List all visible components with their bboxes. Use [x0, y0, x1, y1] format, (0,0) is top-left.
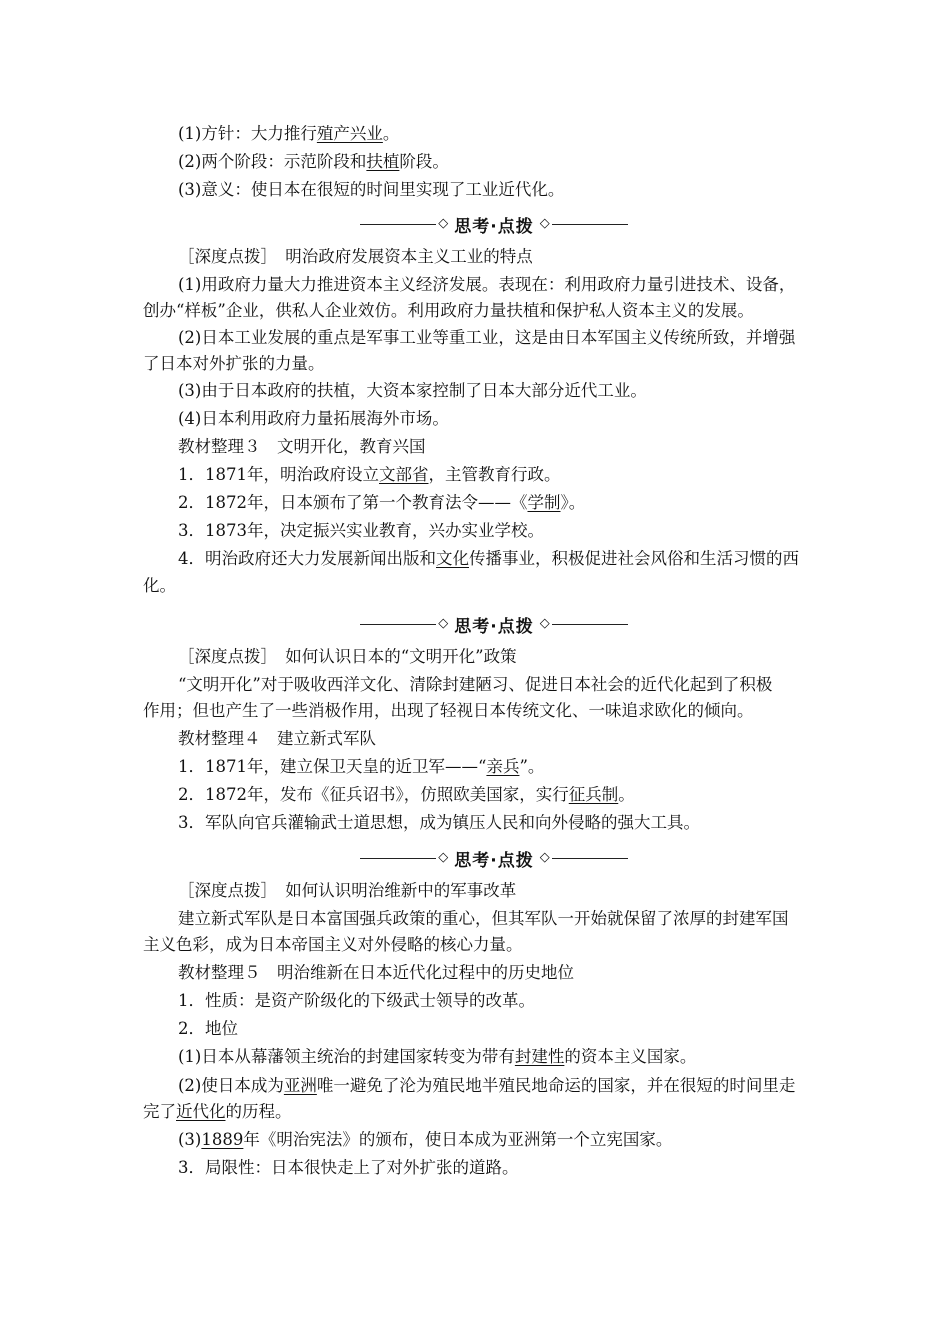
diamond-icon: ◇ — [438, 850, 449, 865]
divider-title: 思考·点拨 — [454, 850, 534, 871]
list-item: 1．1871年，建立保卫天皇的近卫军——“亲兵”。 — [178, 757, 545, 776]
list-item: (3)1889年《明治宪法》的颁布，使日本成为亚洲第一个立宪国家。 — [178, 1130, 673, 1149]
paragraph-line: (3)由于日本政府的扶植，大资本家控制了日本大部分近代工业。 — [178, 381, 647, 400]
divider-rule — [552, 858, 628, 859]
list-item: 2．1872年，日本颁布了第一个教育法令——《学制》。 — [178, 493, 586, 512]
paragraph-line: 了日本对外扩张的力量。 — [143, 354, 325, 373]
section-divider — [360, 612, 628, 636]
answer-underline: 文化 — [436, 549, 469, 568]
answer-underline: 学制 — [527, 493, 561, 512]
answer-underline: 封建性 — [514, 1047, 565, 1066]
diamond-icon: ◇ — [438, 616, 449, 631]
section-heading: 教材整理５ 明治维新在日本近代化过程中的历史地位 — [178, 963, 574, 982]
list-item: 1．1871年，明治政府设立文部省，主管教育行政。 — [178, 465, 561, 484]
paragraph-line: (4)日本利用政府力量拓展海外市场。 — [178, 409, 449, 428]
answer-underline: 文部省 — [379, 465, 429, 484]
answer-underline: 扶植 — [366, 152, 400, 171]
paragraph-line: 创办“样板”企业，供私人企业效仿。利用政府力量扶植和保护私人资本主义的发展。 — [143, 301, 754, 320]
answer-underline: 1889 — [201, 1130, 244, 1149]
list-item: 3．局限性：日本很快走上了对外扩张的道路。 — [178, 1158, 519, 1177]
paragraph-line: 完了近代化的历程。 — [143, 1102, 292, 1121]
section-heading: 教材整理３ 文明开化，教育兴国 — [178, 437, 426, 456]
answer-underline: 征兵制 — [568, 785, 619, 804]
deep-insight-heading: ［深度点拨］ 如何认识明治维新中的军事改革 — [178, 881, 517, 900]
diamond-icon: ◇ — [438, 216, 449, 231]
deep-insight-heading: ［深度点拨］ 明治政府发展资本主义工业的特点 — [178, 247, 533, 266]
list-item: 3．1873年，决定振兴实业教育，兴办实业学校。 — [178, 521, 544, 540]
answer-underline: 亚洲 — [283, 1076, 317, 1095]
paragraph-line: 建立新式军队是日本富国强兵政策的重心，但其军队一开始就保留了浓厚的封建军国 — [178, 909, 789, 928]
paragraph-line: (1)用政府力量大力推进资本主义经济发展。表现在：利用政府力量引进技术、设备， — [178, 275, 796, 294]
stages-line: (2)两个阶段：示范阶段和扶植阶段。 — [178, 152, 449, 171]
paragraph-line: 化。 — [143, 576, 176, 595]
list-item: (1)日本从幕藩领主统治的封建国家转变为带有封建性的资本主义国家。 — [178, 1047, 697, 1066]
section-divider — [360, 846, 628, 870]
diamond-icon: ◇ — [539, 616, 550, 631]
list-item: 4．明治政府还大力发展新闻出版和文化传播事业，积极促进社会风俗和生活习惯的西 — [178, 549, 799, 568]
list-item: 2．1872年，发布《征兵诏书》，仿照欧美国家，实行征兵制。 — [178, 785, 635, 804]
section-heading: 教材整理４ 建立新式军队 — [178, 729, 376, 748]
divider-rule — [360, 624, 436, 625]
divider-rule — [552, 624, 628, 625]
answer-underline: 近代化 — [176, 1102, 226, 1121]
paragraph-line: 主义色彩，成为日本帝国主义对外侵略的核心力量。 — [143, 935, 523, 954]
divider-title: 思考·点拨 — [454, 616, 534, 637]
answer-underline: 亲兵 — [486, 757, 520, 776]
divider-rule — [552, 224, 628, 225]
policy-line: (1)方针：大力推行殖产兴业。 — [178, 124, 400, 143]
divider-rule — [360, 224, 436, 225]
list-item: (2)使日本成为亚洲唯一避免了沦为殖民地半殖民地命运的国家，并在很短的时间里走 — [178, 1076, 796, 1095]
list-item: 1．性质：是资产阶级化的下级武士领导的改革。 — [178, 991, 535, 1010]
diamond-icon: ◇ — [539, 850, 550, 865]
list-item: 2．地位 — [178, 1019, 238, 1038]
deep-insight-heading: ［深度点拨］ 如何认识日本的“文明开化”政策 — [178, 647, 517, 666]
significance-line: (3)意义：使日本在很短的时间里实现了工业近代化。 — [178, 180, 565, 199]
list-item: 3．军队向官兵灌输武士道思想，成为镇压人民和向外侵略的强大工具。 — [178, 813, 700, 832]
section-divider — [360, 212, 628, 236]
divider-title: 思考·点拨 — [454, 216, 534, 237]
paragraph-line: “文明开化”对于吸收西洋文化、清除封建陋习、促进日本社会的近代化起到了积极 — [178, 675, 773, 694]
divider-rule — [360, 858, 436, 859]
diamond-icon: ◇ — [539, 216, 550, 231]
answer-underline: 殖产兴业 — [316, 124, 383, 143]
paragraph-line: 作用；但也产生了一些消极作用，出现了轻视日本传统文化、一味追求欧化的倾向。 — [143, 701, 754, 720]
paragraph-line: (2)日本工业发展的重点是军事工业等重工业，这是由日本军国主义传统所致，并增强 — [178, 328, 796, 347]
